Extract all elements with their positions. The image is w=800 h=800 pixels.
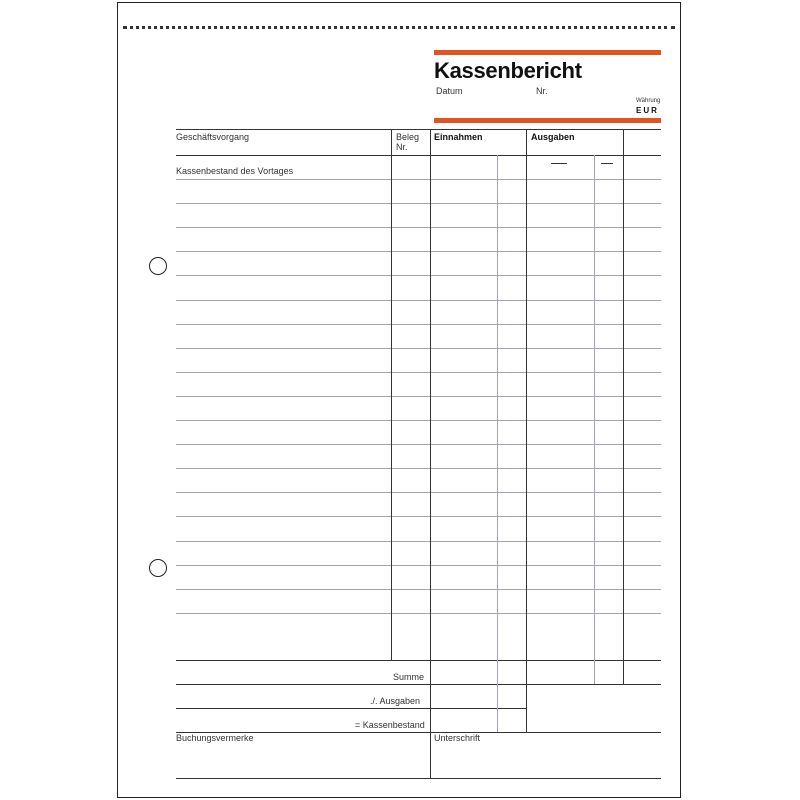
header-rule-bottom [176, 155, 661, 156]
header-top-bar [434, 50, 661, 55]
col-header-ausgaben: Ausgaben [531, 132, 575, 142]
ausgaben-rule [176, 708, 526, 709]
header-bottom-bar [434, 118, 661, 123]
einnahmen-cent-divider [497, 155, 498, 732]
table-row [176, 251, 661, 252]
col-header-einnahmen: Einnahmen [434, 132, 483, 142]
bottom-rule [176, 778, 661, 779]
ausgaben-col-left [526, 129, 527, 732]
nr-label: Nr. [536, 86, 548, 96]
header-rule-top [176, 129, 661, 130]
table-row [176, 179, 661, 180]
summe-rule-top [176, 660, 661, 661]
table-row [176, 613, 661, 614]
table-row [176, 396, 661, 397]
punch-hole-bottom [149, 559, 167, 577]
kassenbestand-label: = Kassenbestand [355, 720, 425, 730]
table-row [176, 565, 661, 566]
col-header-beleg: Beleg [396, 132, 420, 142]
punch-hole-top [149, 257, 167, 275]
minus-ausgaben-label: ./. Ausgaben [370, 696, 421, 706]
table-row [176, 300, 661, 301]
form-title: Kassenbericht [434, 58, 582, 83]
table-row [176, 468, 661, 469]
table-row [176, 275, 661, 276]
table-row [176, 348, 661, 349]
unterschrift-label: Unterschrift [434, 733, 481, 743]
ausgaben-dash-1 [551, 163, 567, 164]
table-row [176, 227, 661, 228]
einnahmen-col-left [430, 129, 431, 778]
table-row [176, 589, 661, 590]
datum-label: Datum [436, 86, 463, 96]
ausgaben-cent-divider [594, 155, 595, 684]
col-header-beleg-nr: Nr. [396, 142, 408, 152]
summe-label: Summe [393, 672, 425, 682]
beleg-col-left [391, 129, 392, 660]
currency-value: EUR [636, 106, 659, 115]
table-row [176, 541, 661, 542]
first-row-label: Kassenbestand des Vortages [176, 166, 294, 176]
table-row [176, 492, 661, 493]
ausgaben-col-right [623, 129, 624, 684]
table-row [176, 516, 661, 517]
summe-rule-bottom [176, 684, 661, 685]
table-row [176, 444, 661, 445]
col-header-geschaeftsvorgang: Geschäftsvorgang [176, 132, 250, 142]
ausgaben-dash-2 [601, 163, 613, 164]
table-row [176, 420, 661, 421]
table-row [176, 324, 661, 325]
table-row [176, 372, 661, 373]
perforation-line [123, 26, 675, 29]
currency-label: Währung [636, 98, 661, 104]
buchungsvermerke-label: Buchungsvermerke [176, 733, 254, 743]
table-row [176, 203, 661, 204]
